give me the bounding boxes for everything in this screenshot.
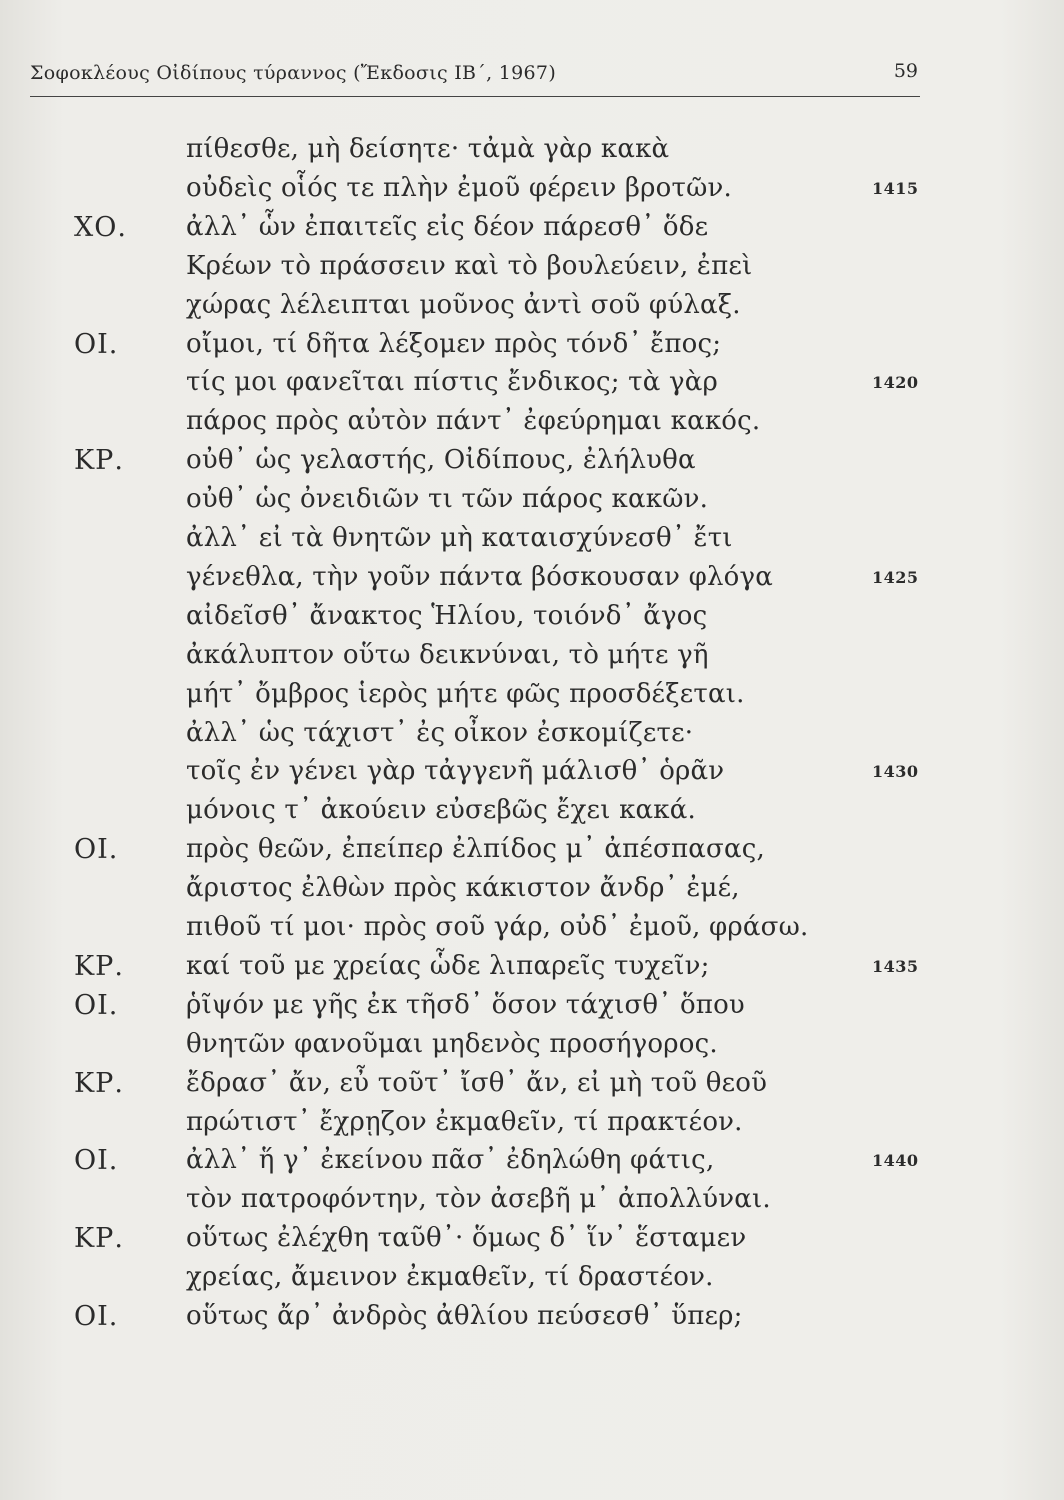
verse-text: πάρος πρὸς αὐτὸν πάντ᾽ ἐφεύρημαι κακός. (186, 406, 761, 437)
verse-line (0, 1029, 1064, 1065)
speaker-label: ΟΙ. (74, 834, 119, 866)
verse-line (0, 718, 1064, 754)
verse-line (0, 251, 1064, 287)
line-number: 1415 (872, 178, 919, 198)
verse-text: πρώτιστ᾽ ἔχρῃζον ἐκμαθεῖν, τί πρακτέον. (186, 1106, 743, 1137)
speaker-label: ΧΟ. (74, 211, 127, 243)
speaker-label: ΟΙ. (74, 1301, 119, 1332)
verse-text: ἀλλ᾽ εἰ τὰ θνητῶν μὴ καταισχύνεσθ᾽ ἔτι (186, 523, 733, 553)
verse-text: ἀκάλυπτον οὕτω δεικνύναι, τὸ μήτε γῆ (186, 639, 709, 670)
line-number: 1425 (872, 567, 919, 587)
speaker-label: ΚΡ. (74, 1223, 124, 1255)
verse-line (0, 290, 1064, 326)
verse-line (0, 1223, 1064, 1259)
speaker-label: ΚΡ. (74, 950, 124, 982)
verse-text: πίθεσθε, μὴ δείσητε· τἀμὰ γὰρ κακὰ (186, 134, 670, 164)
speaker-label: ΟΙ. (74, 1145, 119, 1177)
verse-line (0, 562, 1064, 598)
verse-line (0, 173, 1064, 209)
verse-line (0, 367, 1064, 403)
verse-text: θνητῶν φανοῦμαι μηδενὸς προσήγορος. (186, 1028, 718, 1059)
verse-text: ἔδρασ᾽ ἄν, εὖ τοῦτ᾽ ἴσθ᾽ ἄν, εἰ μὴ τοῦ θεοῦ (186, 1067, 768, 1098)
verse-text: ἀλλ᾽ ὡς τάχιστ᾽ ἐς οἶκον ἐσκομίζετε· (186, 717, 694, 748)
verse-text: μήτ᾽ ὄμβρος ἱερὸς μήτε φῶς προσδέξεται. (186, 678, 745, 709)
verse-text: Κρέων τὸ πράσσειν καὶ τὸ βουλεύειν, ἐπεὶ (186, 250, 753, 281)
verse-text: οὐθ᾽ ὡς γελαστής, Οἰδίπους, ἐλήλυθα (186, 445, 696, 476)
verse-line (0, 640, 1064, 676)
line-number: 1440 (872, 1151, 919, 1171)
verse-text: πρὸς θεῶν, ἐπείπερ ἐλπίδος μ᾽ ἀπέσπασας, (186, 834, 765, 865)
verse-line (0, 834, 1064, 870)
verse-line (0, 212, 1064, 248)
verse-text: τὸν πατροφόντην, τὸν ἀσεβῆ μ᾽ ἀπολλύναι. (186, 1184, 771, 1215)
verse-line (0, 523, 1064, 559)
verse-text: οἴμοι, τί δῆτα λέξομεν πρὸς τόνδ᾽ ἔπος; (186, 328, 722, 359)
verse-line (0, 1184, 1064, 1220)
verse-text: οὐδεὶς οἷός τε πλὴν ἐμοῦ φέρειν βροτῶν. (186, 172, 732, 203)
verse-line (0, 756, 1064, 792)
verse-text: ἀλλ᾽ ἥ γ᾽ ἐκείνου πᾶσ᾽ ἐδηλώθη φάτις, (186, 1145, 715, 1176)
verse-line (0, 601, 1064, 637)
verse-line (0, 1301, 1064, 1337)
verse-text: ἄριστος ἐλθὼν πρὸς κάκιστον ἄνδρ᾽ ἐμέ, (186, 873, 740, 904)
speaker-label: ΟΙ. (74, 989, 119, 1021)
verse-line (0, 795, 1064, 831)
verse-text: ἀλλ᾽ ὧν ἐπαιτεῖς εἰς δέον πάρεσθ᾽ ὅδε (186, 211, 709, 242)
verse-text: καί τοῦ με χρείας ὧδε λιπαρεῖς τυχεῖν; (186, 950, 710, 981)
verse-text: οὐθ᾽ ὡς ὀνειδιῶν τι τῶν πάρος κακῶν. (186, 484, 709, 515)
line-number: 1420 (872, 373, 919, 393)
page-number: 59 (893, 60, 918, 82)
verse-line (0, 951, 1064, 987)
verse-text: ῥῖψόν με γῆς ἐκ τῆσδ᾽ ὅσον τάχισθ᾽ ὅπου (186, 989, 745, 1020)
speaker-label: ΚΡ. (74, 1067, 124, 1099)
verse-line (0, 445, 1064, 481)
verse-line (0, 484, 1064, 520)
verse-text: τίς μοι φανεῖται πίστις ἔνδικος; τὰ γὰρ (186, 367, 718, 398)
verse-text: τοῖς ἐν γένει γὰρ τἀγγενῆ μάλισθ᾽ ὁρᾶν (186, 756, 725, 787)
verse-line (0, 873, 1064, 909)
verse-line (0, 134, 1064, 170)
verse-line (0, 679, 1064, 715)
verse-line (0, 912, 1064, 948)
running-header (30, 56, 920, 97)
verse-text: οὕτως ἐλέχθη ταῦθ᾽· ὅμως δ᾽ ἵν᾽ ἕσταμεν (186, 1223, 747, 1254)
verse-line (0, 990, 1064, 1026)
line-number: 1435 (872, 956, 919, 976)
verse-text: χρείας, ἄμεινον ἐκμαθεῖν, τί δραστέον. (186, 1262, 714, 1293)
verse-line (0, 1068, 1064, 1104)
verse-text: μόνοις τ᾽ ἀκούειν εὐσεβῶς ἔχει κακά. (186, 795, 696, 826)
verse-line (0, 406, 1064, 442)
verse-text: πιθοῦ τί μοι· πρὸς σοῦ γάρ, οὐδ᾽ ἐμοῦ, φράσω. (186, 912, 809, 942)
verse-line (0, 1262, 1064, 1298)
verse-line (0, 329, 1064, 365)
verse-text: οὕτως ἄρ᾽ ἀνδρὸς ἀθλίου πεύσεσθ᾽ ὕπερ; (186, 1301, 743, 1331)
verse-text: χώρας λέλειπται μοῦνος ἀντὶ σοῦ φύλαξ. (186, 289, 741, 320)
verse-text: γένεθλα, τὴν γοῦν πάντα βόσκουσαν φλόγα (186, 561, 774, 592)
header-title: Σοφοκλέους Οἰδίπους τύραννος (Ἔκδοσις ΙΒ΄, 1967) (30, 62, 557, 84)
line-number: 1430 (872, 762, 919, 782)
verse-text: αἰδεῖσθ᾽ ἄνακτος Ἡλίου, τοιόνδ᾽ ἄγος (186, 600, 708, 631)
speaker-label: ΚΡ. (74, 445, 124, 477)
verse-line (0, 1145, 1064, 1181)
speaker-label: ΟΙ. (74, 328, 119, 360)
verse-line (0, 1107, 1064, 1143)
